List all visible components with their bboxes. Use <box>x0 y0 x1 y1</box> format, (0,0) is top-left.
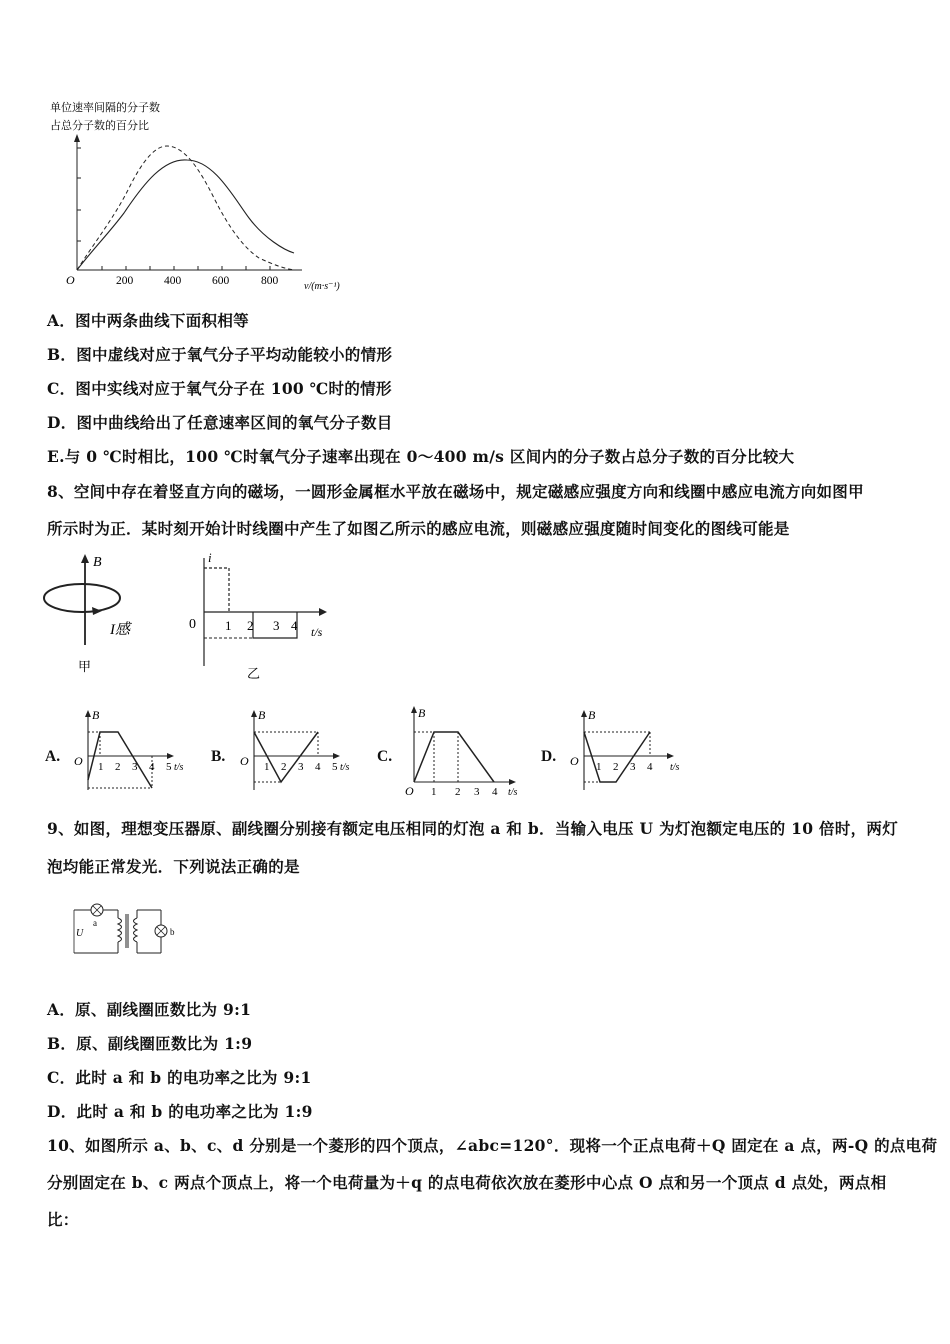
opt-tick: 2 <box>455 786 461 798</box>
voltage-u-label: U <box>76 928 84 939</box>
opt-tick: 2 <box>613 761 619 773</box>
i-axis-label: i <box>208 550 212 565</box>
q7-option-e: E.与 0 ℃时相比，100 ℃时氧气分子速率出现在 0～400 m/s 区间内的分子数占总分子数的百分比较大 <box>47 447 795 466</box>
speed-distribution-graph <box>44 98 364 298</box>
opt-tick: 4 <box>315 761 321 773</box>
opt-origin: O <box>405 784 414 798</box>
b-label: B <box>93 555 102 570</box>
q8-option-b-graph <box>236 706 356 796</box>
opt-tick: 1 <box>98 761 104 773</box>
option-b-svg <box>236 706 356 796</box>
q7-option-d: D．图中曲线给出了任意速率区间的氧气分子数目 <box>47 413 393 432</box>
q8-option-d-label: D. <box>541 748 557 765</box>
opt-tick: 3 <box>132 761 138 773</box>
circuit-svg <box>66 898 196 960</box>
q7-option-a: A．图中两条曲线下面积相等 <box>47 311 249 330</box>
q9-stem-line1: 9、如图，理想变压器原、副线圈分别接有额定电压相同的灯泡 a 和 b．当输入电压 U 为灯泡额定电压的 10 倍时，两灯 <box>47 819 899 838</box>
option-a-svg <box>70 706 190 796</box>
opt-tick: 4 <box>647 761 653 773</box>
q8-option-c-label: C. <box>377 748 393 765</box>
caption-jia: 甲 <box>78 659 92 674</box>
q9-option-d: D．此时 a 和 b 的电功率之比为 1:9 <box>47 1102 313 1121</box>
graph-origin: O <box>66 273 75 287</box>
opt-tick: 4 <box>492 786 498 798</box>
opt-t-label: t/s <box>508 787 518 798</box>
opt-tick: 1 <box>431 786 437 798</box>
q8-stem-line2: 所示时为正．某时刻开始计时线圈中产生了如图乙所示的感应电流，则磁感应强度随时间变化的图线可能是 <box>47 519 790 538</box>
q7-option-b: B．图中虚线对应于氧气分子平均动能较小的情形 <box>47 345 393 364</box>
yi-origin: 0 <box>189 617 196 632</box>
q7-option-c: C．图中实线对应于氧气分子在 100 ℃时的情形 <box>47 379 392 398</box>
opt-tick: 3 <box>630 761 636 773</box>
opt-b-axis-label: B <box>92 708 100 722</box>
primary-coil <box>118 918 122 942</box>
caption-yi: 乙 <box>247 666 261 681</box>
q9-transformer-circuit <box>66 898 196 960</box>
lamp-a-label: a <box>93 918 97 928</box>
q8-stem-line1: 8、空间中存在着竖直方向的磁场，一圆形金属框水平放在磁场中，规定磁感应强度方向和线圈中感应电流方向如图甲 <box>47 482 864 501</box>
opt-t-label: t/s <box>670 762 680 773</box>
coil-diagram-svg <box>40 550 150 675</box>
yi-tick-label: 4 <box>291 618 298 633</box>
yi-tick-label: 2 <box>247 618 254 633</box>
q8-option-d-graph <box>566 706 696 796</box>
option-c-svg <box>400 702 530 798</box>
opt-origin: O <box>74 754 83 768</box>
solid-curve <box>77 160 294 270</box>
q8-figure-yi <box>185 548 340 683</box>
graph-xtick-label: 800 <box>261 275 279 287</box>
secondary-coil <box>134 918 138 942</box>
positive-pulse <box>204 568 229 612</box>
q9-option-b: B．原、副线圈匝数比为 1:9 <box>47 1034 253 1053</box>
graph-y-arrow <box>74 134 80 142</box>
coil-loop <box>44 584 120 612</box>
dashed-curve <box>77 146 294 270</box>
graph-xtick-label: 200 <box>116 275 134 287</box>
q9-option-c: C．此时 a 和 b 的电功率之比为 9:1 <box>47 1068 312 1087</box>
b-field-arrowhead <box>81 554 89 563</box>
q10-stem-line3: 比： <box>47 1210 79 1229</box>
graph-y-ticks <box>77 148 81 241</box>
lamp-b-label: b <box>170 927 175 937</box>
opt-tick: 2 <box>281 761 287 773</box>
opt-tick: 4 <box>149 761 155 773</box>
opt-t-label: t/s <box>340 762 350 773</box>
graph-x-ticks <box>102 266 270 270</box>
current-direction-arrow <box>92 607 102 615</box>
q10-stem-line1: 10、如图所示 a、b、c、d 分别是一个菱形的四个顶点，∠abc=120°．现将一个正点电荷＋Q 固定在 a 点，两-Q 的点电荷 <box>47 1136 938 1155</box>
opt-tick: 3 <box>474 786 480 798</box>
yi-tick-label: 1 <box>225 618 232 633</box>
q9-option-a: A．原、副线圈匝数比为 9:1 <box>47 1000 252 1019</box>
q8-option-c-graph <box>400 702 530 798</box>
opt-b-axis-label: B <box>258 708 266 722</box>
graph-xtick-label: 600 <box>212 275 230 287</box>
q9-stem-line2: 泡均能正常发光．下列说法正确的是 <box>47 857 300 876</box>
graph-ylabel-line1: 单位速率间隔的分子数 <box>50 102 160 114</box>
q8-figure-jia <box>40 550 150 675</box>
opt-tick: 1 <box>264 761 270 773</box>
opt-origin: O <box>240 754 249 768</box>
q10-stem-line2: 分别固定在 b、c 两点个顶点上，将一个电荷量为＋q 的点电荷依次放在菱形中心点 O 点和另一个顶点 d 点处，两点相 <box>47 1173 887 1192</box>
current-graph-svg <box>185 548 340 683</box>
t-axis-arrow <box>319 608 327 616</box>
q8-option-a-label: A. <box>45 748 61 765</box>
opt-b-axis-label: B <box>418 706 426 720</box>
opt-t-label: t/s <box>174 762 184 773</box>
q8-option-a-graph <box>70 706 190 796</box>
yi-t-label: t/s <box>311 625 323 639</box>
opt-b-axis-label: B <box>588 708 596 722</box>
graph-xlabel: v/(m·s⁻¹) <box>304 281 340 292</box>
i-induced-label: I感 <box>110 622 130 638</box>
opt-tick: 3 <box>298 761 304 773</box>
yi-tick-label: 3 <box>273 618 280 633</box>
option-d-svg <box>566 706 696 796</box>
q8-option-b-label: B. <box>211 748 226 765</box>
opt-origin: O <box>570 754 579 768</box>
opt-tick: 5 <box>166 761 172 773</box>
speed-distribution-svg <box>44 98 364 298</box>
graph-xtick-label: 400 <box>164 275 182 287</box>
opt-tick: 1 <box>596 761 602 773</box>
opt-tick: 5 <box>332 761 338 773</box>
opt-tick: 2 <box>115 761 121 773</box>
graph-ylabel-line2: 占总分子数的百分比 <box>50 120 149 132</box>
